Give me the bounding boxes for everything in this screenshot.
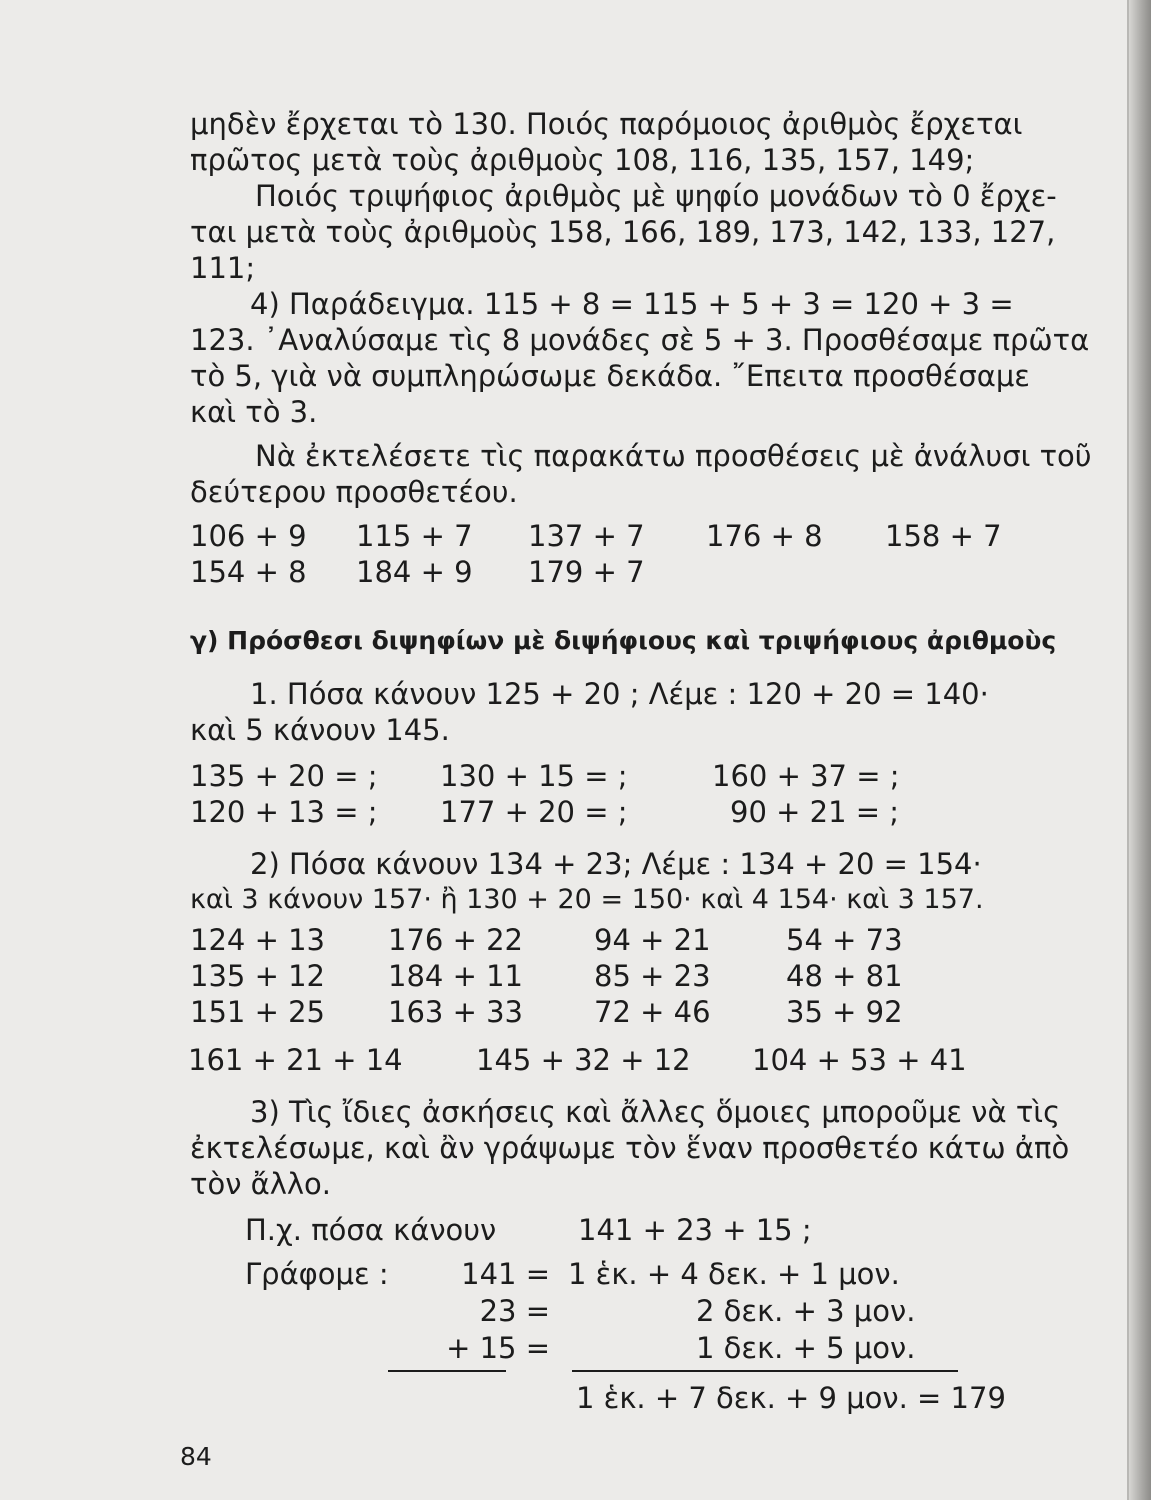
exercise: 177 + 20 = ; [440, 795, 628, 829]
exercise: 151 + 25 [190, 995, 325, 1029]
exercise: 176 + 8 [706, 519, 823, 553]
text-line: 1. Πόσα κάνουν 125 + 20 ; Λέμε : 120 + 20 = 140· [250, 677, 989, 711]
example-place-values: 1 ἑκ. + 4 δεκ. + 1 μον. [568, 1257, 900, 1291]
exercise: 184 + 11 [388, 959, 523, 993]
instruction-line: δεύτερου προσθετέου. [190, 475, 518, 509]
exercise: 158 + 7 [885, 519, 1002, 553]
instruction-line: Νὰ ἐκτελέσετε τὶς παρακάτω προσθέσεις μὲ ἀνάλυσι τοῦ [255, 439, 1092, 473]
exercise: 184 + 9 [356, 555, 473, 589]
text-line: καὶ τὸ 3. [190, 395, 318, 429]
example-addend: 23 = [479, 1294, 550, 1328]
text-line: καὶ 5 κάνουν 145. [190, 713, 450, 747]
text-line: 123. ᾿Αναλύσαμε τὶς 8 μονάδες σὲ 5 + 3. Προσθέσαμε πρῶτα [190, 323, 1090, 357]
example-intro-expression: 141 + 23 + 15 ; [578, 1213, 812, 1247]
text-line: πρῶτος μετὰ τοὺς ἀριθμοὺς 108, 116, 135, 157, 149; [190, 143, 975, 177]
page-edge [1129, 0, 1151, 1500]
text-line: ται μετὰ τοὺς ἀριθμοὺς 158, 166, 189, 173, 142, 133, 127, [190, 215, 1056, 249]
exercise: 85 + 23 [594, 959, 711, 993]
text-line: 4) Παράδειγμα. 115 + 8 = 115 + 5 + 3 = 120 + 3 = [250, 287, 1014, 321]
sum-rule [572, 1370, 958, 1372]
exercise: 135 + 12 [190, 959, 325, 993]
section-heading: γ) Πρόσθεσι διψηφίων μὲ διψήφιους καὶ τριψήφιους ἀριθμοὺς [190, 626, 1057, 655]
exercise: 160 + 37 = ; [712, 759, 900, 793]
exercise: 135 + 20 = ; [190, 759, 378, 793]
exercise: 176 + 22 [388, 923, 523, 957]
text-line: μηδὲν ἔρχεται τὸ 130. Ποιός παρόμοιος ἀριθμὸς ἔρχεται [190, 107, 1023, 141]
example-write-label: Γράφομε : [245, 1257, 389, 1291]
example-addend: + 15 = [446, 1331, 550, 1365]
text-line: καὶ 3 κάνουν 157· ἢ 130 + 20 = 150· καὶ 4 154· καὶ 3 157. [190, 884, 984, 915]
exercise: 120 + 13 = ; [190, 795, 378, 829]
example-result: 1 ἑκ. + 7 δεκ. + 9 μον. = 179 [576, 1381, 1006, 1415]
example-intro-label: Π.χ. πόσα κάνουν [245, 1213, 497, 1247]
exercise: 35 + 92 [786, 995, 903, 1029]
exercise: 145 + 32 + 12 [476, 1043, 691, 1077]
exercise: 104 + 53 + 41 [752, 1043, 967, 1077]
text-line: τὸ 5, γιὰ νὰ συμπληρώσωμε δεκάδα. ῎Επειτα προσθέσαμε [190, 359, 1030, 393]
text-line: ἐκτελέσωμε, καὶ ἂν γράψωμε τὸν ἕναν προσθετέο κάτω ἀπὸ [190, 1131, 1070, 1165]
text-line: Ποιός τριψήφιος ἀριθμὸς μὲ ψηφίο μονάδων τὸ 0 ἔρχε- [255, 179, 1057, 213]
exercise: 154 + 8 [190, 555, 307, 589]
exercise: 161 + 21 + 14 [188, 1043, 403, 1077]
sum-rule [388, 1370, 506, 1372]
exercise: 48 + 81 [786, 959, 903, 993]
exercise: 90 + 21 = ; [730, 795, 900, 829]
text-line: τὸν ἄλλο. [190, 1167, 332, 1201]
exercise: 106 + 9 [190, 519, 307, 553]
page-number: 84 [180, 1442, 212, 1471]
example-addend: 141 = [461, 1257, 550, 1291]
text-line: 2) Πόσα κάνουν 134 + 23; Λέμε : 134 + 20 = 154· [250, 847, 982, 881]
exercise: 115 + 7 [356, 519, 473, 553]
example-place-values: 2 δεκ. + 3 μον. [696, 1294, 916, 1328]
exercise: 130 + 15 = ; [440, 759, 628, 793]
exercise: 94 + 21 [594, 923, 711, 957]
exercise: 163 + 33 [388, 995, 523, 1029]
exercise: 124 + 13 [190, 923, 325, 957]
text-line: 111; [190, 251, 256, 285]
exercise: 54 + 73 [786, 923, 903, 957]
exercise: 179 + 7 [528, 555, 645, 589]
example-place-values: 1 δεκ. + 5 μον. [696, 1331, 916, 1365]
exercise: 72 + 46 [594, 995, 711, 1029]
text-line: 3) Τὶς ἴδιες ἀσκήσεις καὶ ἄλλες ὅμοιες μποροῦμε νὰ τὶς [250, 1095, 1061, 1129]
exercise: 137 + 7 [528, 519, 645, 553]
